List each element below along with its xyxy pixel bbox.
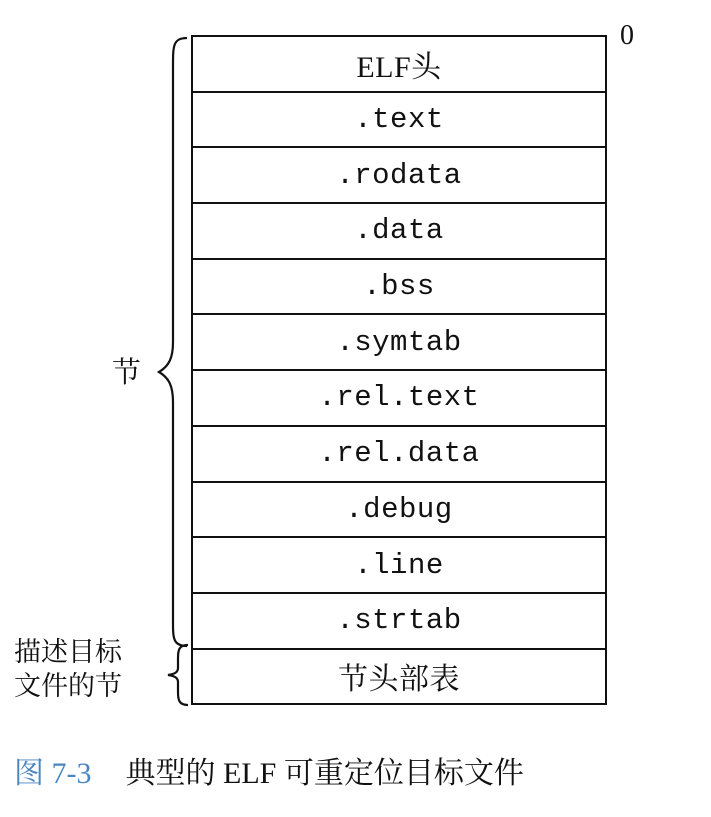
section-row: .rodata: [193, 148, 605, 204]
section-row: ELF头: [193, 37, 605, 93]
section-row: .rel.text: [193, 371, 605, 427]
section-row: .bss: [193, 260, 605, 316]
section-row: .strtab: [193, 594, 605, 650]
elf-section-stack: [191, 35, 607, 705]
section-header-table-label-line-1: 描述目标: [14, 637, 122, 668]
section-row: .data: [193, 204, 605, 260]
offset-zero-label: 0: [620, 20, 634, 51]
section-header-table-label: [14, 636, 122, 704]
section-row: .symtab: [193, 315, 605, 371]
sections-label: 节: [112, 355, 142, 389]
figure-caption: [14, 748, 524, 792]
section-header-table-label-line-2: 文件的节: [14, 671, 122, 702]
sections-brace: [155, 32, 195, 652]
figure-title: 典型的 ELF 可重定位目标文件: [125, 757, 524, 790]
section-row: .debug: [193, 483, 605, 539]
section-row: .text: [193, 93, 605, 149]
section-row: 节头部表: [193, 650, 605, 706]
section-header-table-brace: [160, 642, 200, 708]
section-row: .line: [193, 538, 605, 594]
figure-number: 图 7-3: [14, 757, 92, 790]
section-row: .rel.data: [193, 427, 605, 483]
